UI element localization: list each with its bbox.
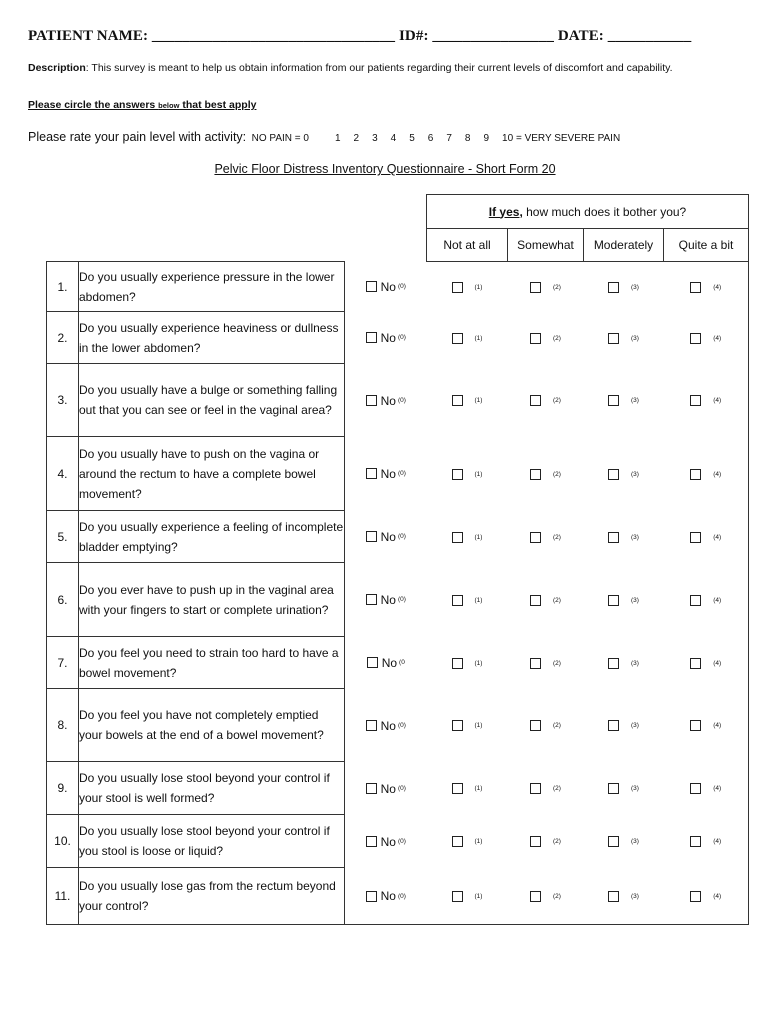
checkbox[interactable] xyxy=(366,783,377,794)
answer-cell-1 xyxy=(427,815,508,868)
score-code: (0) xyxy=(397,334,406,342)
answer-cell-1 xyxy=(427,637,508,689)
score-code: (4) xyxy=(713,533,722,541)
score-code: (0) xyxy=(397,283,406,291)
score-code: (0) xyxy=(397,470,406,478)
answer-no-cell xyxy=(345,689,427,762)
question-number: 4. xyxy=(47,437,79,511)
pain-scale-4[interactable]: 4 xyxy=(390,133,397,144)
checkbox[interactable] xyxy=(608,658,619,669)
answer-cell-4 xyxy=(664,364,749,437)
question-number: 10. xyxy=(47,815,79,868)
answer-cell-1 xyxy=(427,312,508,364)
question-row xyxy=(47,511,749,563)
checkbox[interactable] xyxy=(366,468,377,479)
answer-cell-4 xyxy=(664,762,749,815)
score-code: (4) xyxy=(713,470,722,478)
question-row xyxy=(47,689,749,762)
answer-cell-4 xyxy=(664,563,749,637)
answer-cell-4 xyxy=(664,262,749,312)
answer-cell-3 xyxy=(584,437,664,511)
checkbox[interactable] xyxy=(530,658,541,669)
checkbox[interactable] xyxy=(690,333,701,344)
score-code: (2) xyxy=(553,470,561,478)
answer-no-cell xyxy=(345,815,427,868)
pain-start[interactable]: NO PAIN = 0 xyxy=(251,133,309,144)
answer-cell-4 xyxy=(664,637,749,689)
form-title: Pelvic Floor Distress Inventory Questionnaire - Short Form 20 xyxy=(214,162,556,176)
question-number: 8. xyxy=(47,689,79,762)
checkbox[interactable] xyxy=(452,658,463,669)
checkbox[interactable] xyxy=(530,720,541,731)
answer-cell-2 xyxy=(508,637,584,689)
answer-no-cell xyxy=(345,511,427,563)
score-code: (3) xyxy=(631,470,639,478)
score-code: (2) xyxy=(553,893,561,901)
no-label: No xyxy=(380,393,396,408)
instruction xyxy=(28,99,256,111)
checkbox[interactable] xyxy=(366,594,377,605)
patient-name-label: PATIENT NAME: ________________________________ xyxy=(28,28,396,44)
question-text: Do you usually lose gas from the rectum beyond your control? xyxy=(79,868,345,925)
score-code: (4) xyxy=(713,785,722,793)
answer-cell-1 xyxy=(427,762,508,815)
checkbox[interactable] xyxy=(530,595,541,606)
instruction-part2: that best apply xyxy=(179,99,257,111)
pain-scale-1[interactable]: 1 xyxy=(334,133,341,144)
score-code: (1) xyxy=(474,470,483,478)
checkbox[interactable] xyxy=(367,657,378,668)
checkbox[interactable] xyxy=(452,783,463,794)
question-number: 11. xyxy=(47,868,79,925)
answer-cell-1 xyxy=(427,563,508,637)
no-label: No xyxy=(380,889,396,904)
question-row xyxy=(47,262,749,312)
question-row xyxy=(47,364,749,437)
checkbox[interactable] xyxy=(452,333,463,344)
no-label: No xyxy=(380,718,396,733)
answer-cell-3 xyxy=(584,689,664,762)
answer-cell-1 xyxy=(427,364,508,437)
description-label: Description xyxy=(28,62,86,74)
checkbox[interactable] xyxy=(366,332,377,343)
checkbox[interactable] xyxy=(690,469,701,480)
score-code: (4) xyxy=(713,596,722,604)
score-code: (3) xyxy=(631,533,639,541)
checkbox[interactable] xyxy=(452,891,463,902)
checkbox[interactable] xyxy=(690,720,701,731)
description-text: : This survey is meant to help us obtain information from our patients regarding their current levels of discomfort and capability. xyxy=(85,62,673,74)
checkbox[interactable] xyxy=(608,395,619,406)
checkbox[interactable] xyxy=(366,281,377,292)
instruction-small: below xyxy=(158,101,180,110)
score-code: (1) xyxy=(474,838,483,846)
answer-cell-4 xyxy=(664,437,749,511)
date-label: DATE: ___________ xyxy=(557,28,692,44)
checkbox[interactable] xyxy=(530,891,541,902)
checkbox[interactable] xyxy=(530,282,541,293)
answer-no-cell xyxy=(345,563,427,637)
pain-scale-6[interactable]: 6 xyxy=(427,133,434,144)
question-row xyxy=(47,815,749,868)
no-label: No xyxy=(381,655,398,670)
score-code: (0) xyxy=(397,892,406,900)
checkbox[interactable] xyxy=(530,333,541,344)
question-text: Do you usually lose stool beyond your control if you stool is loose or liquid? xyxy=(79,815,345,868)
no-label: No xyxy=(380,279,396,294)
score-code: (0) xyxy=(397,721,406,729)
question-text: Do you usually experience pressure in the lower abdomen? xyxy=(79,262,345,312)
answer-cell-2 xyxy=(508,262,584,312)
no-label: No xyxy=(380,834,396,849)
question-row xyxy=(47,868,749,925)
score-code: (1) xyxy=(474,533,483,541)
answer-cell-2 xyxy=(508,762,584,815)
score-code: (2) xyxy=(553,284,561,292)
checkbox[interactable] xyxy=(690,658,701,669)
header-row-2 xyxy=(47,229,749,262)
score-code: (4) xyxy=(713,659,722,667)
no-label: No xyxy=(380,592,396,607)
no-label: No xyxy=(380,330,396,345)
answer-cell-4 xyxy=(664,815,749,868)
answer-cell-2 xyxy=(508,815,584,868)
answer-cell-4 xyxy=(664,511,749,563)
checkbox[interactable] xyxy=(690,595,701,606)
pain-rating xyxy=(28,130,620,144)
checkbox[interactable] xyxy=(608,891,619,902)
question-text: Do you usually have a bulge or something falling out that you can see or feel in the vaginal area? xyxy=(79,364,345,437)
question-text: Do you feel you have not completely emptied your bowels at the end of a bowel movement? xyxy=(79,689,345,762)
score-code: (3) xyxy=(631,284,639,292)
pain-end[interactable]: 10 = VERY SEVERE PAIN xyxy=(502,133,621,144)
question-number: 5. xyxy=(47,511,79,563)
answer-no-cell xyxy=(345,868,427,925)
checkbox[interactable] xyxy=(366,891,377,902)
score-code: (3) xyxy=(631,785,639,793)
id-label: ID#: ________________ xyxy=(398,28,554,44)
answer-no-cell xyxy=(345,262,427,312)
score-code: (3) xyxy=(631,659,639,667)
score-code: (0) xyxy=(397,533,406,541)
score-code: (1) xyxy=(474,397,483,405)
pain-scale-7[interactable]: 7 xyxy=(446,133,452,144)
instruction-part1: Please circle the answers xyxy=(28,99,159,111)
score-code: (2) xyxy=(553,722,561,730)
question-number: 9. xyxy=(47,762,79,815)
score-code: (0) xyxy=(397,396,406,404)
col-moderately: Moderately xyxy=(584,229,664,262)
answer-cell-1 xyxy=(427,511,508,563)
score-code: (2) xyxy=(553,596,561,604)
no-label: No xyxy=(380,529,396,544)
questionnaire-table xyxy=(46,194,749,925)
score-code: (4) xyxy=(713,893,722,901)
answer-cell-2 xyxy=(508,868,584,925)
answer-cell-3 xyxy=(584,868,664,925)
score-code: (3) xyxy=(631,838,639,846)
answer-cell-1 xyxy=(427,689,508,762)
pain-scale xyxy=(250,133,621,144)
question-row xyxy=(47,762,749,815)
checkbox[interactable] xyxy=(530,783,541,794)
pain-scale-3[interactable]: 3 xyxy=(372,133,378,144)
col-quite-a-bit: Quite a bit xyxy=(664,229,749,262)
checkbox[interactable] xyxy=(608,720,619,731)
score-code: (0) xyxy=(397,837,406,845)
header-row-1 xyxy=(47,195,749,229)
checkbox[interactable] xyxy=(608,532,619,543)
bother-header xyxy=(427,195,749,229)
score-code: (1) xyxy=(474,334,483,342)
pain-scale-2[interactable]: 2 xyxy=(353,133,360,144)
question-text: Do you ever have to push up in the vaginal area with your fingers to start or complete urination? xyxy=(79,563,345,637)
question-number: 6. xyxy=(47,563,79,637)
no-label: No xyxy=(380,781,396,796)
checkbox[interactable] xyxy=(452,836,463,847)
checkbox[interactable] xyxy=(452,395,463,406)
checkbox[interactable] xyxy=(690,783,701,794)
score-code: (1) xyxy=(474,722,483,730)
question-text: Do you usually experience heaviness or dullness in the lower abdomen? xyxy=(79,312,345,364)
question-number: 3. xyxy=(47,364,79,437)
answer-cell-2 xyxy=(508,364,584,437)
score-code: (3) xyxy=(631,893,639,901)
checkbox[interactable] xyxy=(690,532,701,543)
checkbox[interactable] xyxy=(608,836,619,847)
question-text: Do you usually have to push on the vagina or around the rectum to have a complete bowel movement? xyxy=(79,437,345,511)
answer-cell-2 xyxy=(508,689,584,762)
answer-cell-2 xyxy=(508,511,584,563)
question-row xyxy=(47,312,749,364)
checkbox[interactable] xyxy=(608,783,619,794)
checkbox[interactable] xyxy=(690,891,701,902)
answer-cell-3 xyxy=(584,364,664,437)
score-code: (4) xyxy=(713,838,722,846)
answer-cell-3 xyxy=(584,815,664,868)
score-code: (4) xyxy=(713,284,722,292)
answer-cell-4 xyxy=(664,689,749,762)
score-code: (2) xyxy=(553,533,561,541)
description xyxy=(28,62,673,74)
answer-cell-1 xyxy=(427,262,508,312)
score-code: (4) xyxy=(713,334,722,342)
question-number: 7. xyxy=(47,637,79,689)
checkbox[interactable] xyxy=(608,282,619,293)
question-number: 2. xyxy=(47,312,79,364)
answer-cell-2 xyxy=(508,437,584,511)
answer-cell-4 xyxy=(664,312,749,364)
answer-cell-3 xyxy=(584,762,664,815)
answer-cell-3 xyxy=(584,262,664,312)
checkbox[interactable] xyxy=(608,469,619,480)
pain-prompt: Please rate your pain level with activity: xyxy=(28,130,250,144)
score-code: (1) xyxy=(474,596,483,604)
pain-scale-9[interactable]: 9 xyxy=(483,133,490,144)
checkbox[interactable] xyxy=(366,836,377,847)
score-code: (2) xyxy=(553,838,561,846)
question-text: Do you usually experience a feeling of incomplete bladder emptying? xyxy=(79,511,345,563)
checkbox[interactable] xyxy=(690,836,701,847)
checkbox[interactable] xyxy=(452,532,463,543)
score-code: (1) xyxy=(474,659,483,667)
checkbox[interactable] xyxy=(452,595,463,606)
checkbox[interactable] xyxy=(608,595,619,606)
score-code: (0) xyxy=(397,784,406,792)
score-code: (2) xyxy=(553,785,561,793)
bother-label: how much does it bother you? xyxy=(522,204,687,219)
answer-no-cell xyxy=(345,637,427,689)
answer-no-cell xyxy=(345,312,427,364)
answer-no-cell xyxy=(345,437,427,511)
answer-cell-3 xyxy=(584,511,664,563)
score-code: (3) xyxy=(631,397,639,405)
question-number: 1. xyxy=(47,262,79,312)
score-code: (2) xyxy=(553,659,561,667)
score-code: (1) xyxy=(474,284,483,292)
question-row xyxy=(47,637,749,689)
answer-cell-3 xyxy=(584,312,664,364)
answer-cell-3 xyxy=(584,637,664,689)
checkbox[interactable] xyxy=(366,720,377,731)
score-code: (0) xyxy=(397,596,406,604)
question-row xyxy=(47,563,749,637)
score-code: (2) xyxy=(553,397,561,405)
score-code: (3) xyxy=(631,334,639,342)
checkbox[interactable] xyxy=(690,282,701,293)
checkbox[interactable] xyxy=(452,720,463,731)
score-code: (3) xyxy=(631,722,639,730)
checkbox[interactable] xyxy=(530,532,541,543)
answer-cell-2 xyxy=(508,563,584,637)
score-code: (4) xyxy=(713,722,722,730)
answer-cell-4 xyxy=(664,868,749,925)
score-code: (3) xyxy=(631,596,639,604)
answer-cell-1 xyxy=(427,868,508,925)
checkbox[interactable] xyxy=(366,531,377,542)
question-text: Do you usually lose stool beyond your control if your stool is well formed? xyxy=(79,762,345,815)
score-code: (4) xyxy=(713,397,722,405)
question-row xyxy=(47,437,749,511)
patient-header xyxy=(28,28,691,45)
answer-cell-2 xyxy=(508,312,584,364)
no-label: No xyxy=(380,466,396,481)
answer-no-cell xyxy=(345,364,427,437)
checkbox[interactable] xyxy=(452,469,463,480)
score-code: (0 xyxy=(399,659,405,667)
answer-cell-3 xyxy=(584,563,664,637)
checkbox[interactable] xyxy=(530,469,541,480)
checkbox[interactable] xyxy=(452,282,463,293)
if-yes-label: If yes, xyxy=(488,204,523,219)
col-not-at-all: Not at all xyxy=(427,229,508,262)
checkbox[interactable] xyxy=(608,333,619,344)
pain-scale-8[interactable]: 8 xyxy=(464,133,471,144)
checkbox[interactable] xyxy=(530,836,541,847)
question-text: Do you feel you need to strain too hard to have a bowel movement? xyxy=(79,637,345,689)
score-code: (2) xyxy=(553,334,561,342)
col-somewhat: Somewhat xyxy=(508,229,584,262)
pain-scale-5[interactable]: 5 xyxy=(409,133,415,144)
answer-cell-1 xyxy=(427,437,508,511)
checkbox[interactable] xyxy=(530,395,541,406)
checkbox[interactable] xyxy=(690,395,701,406)
score-code: (1) xyxy=(474,785,483,793)
score-code: (1) xyxy=(474,893,483,901)
answer-no-cell xyxy=(345,762,427,815)
checkbox[interactable] xyxy=(366,395,377,406)
